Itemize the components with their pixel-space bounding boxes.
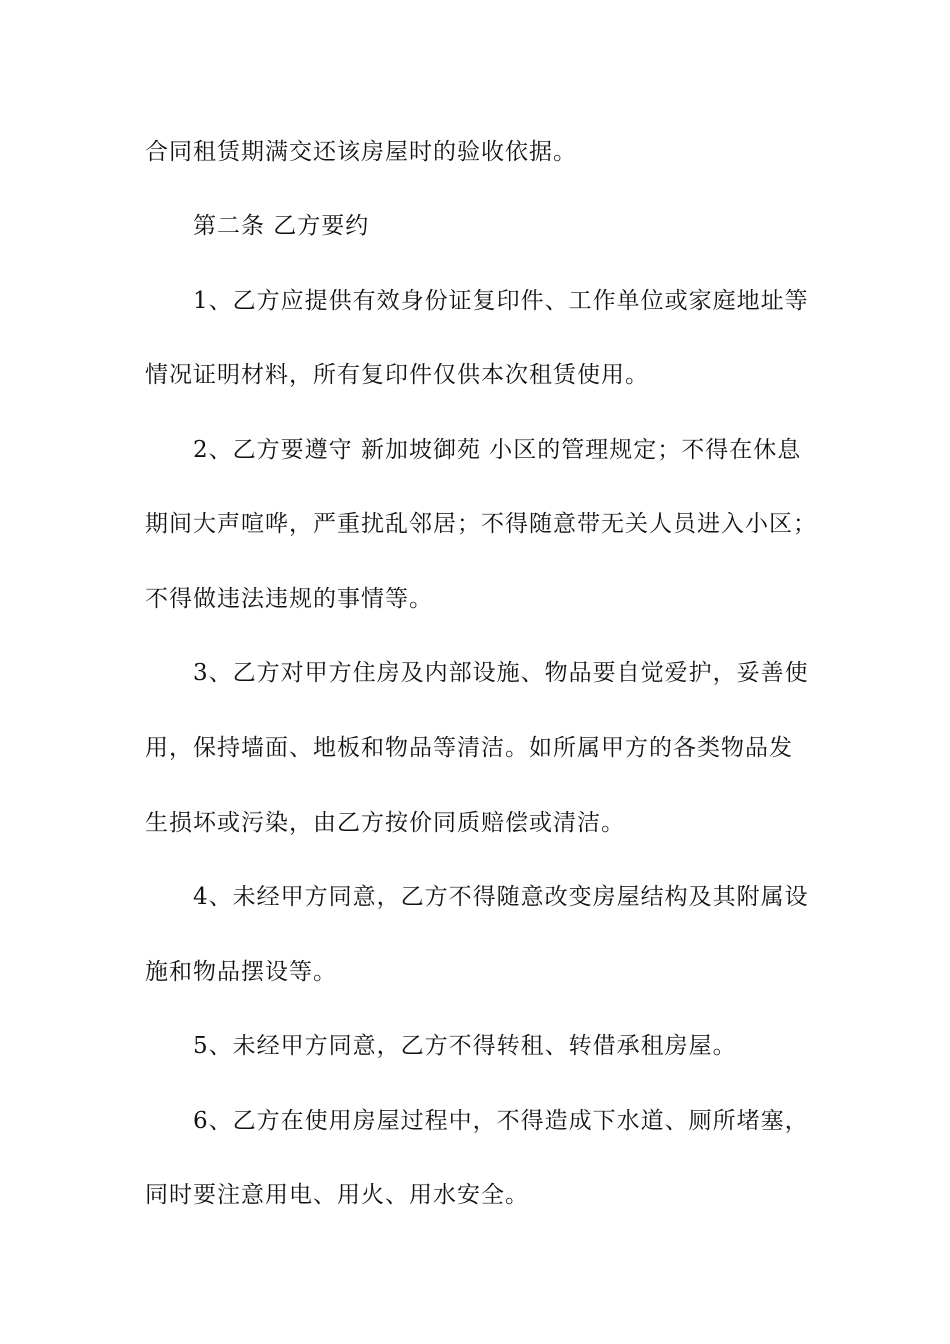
clause-5-line-1: 5、未经甲方同意，乙方不得转租、转借承租房屋。 [193, 1033, 737, 1059]
clause-2-line-1: 2、乙方要遵守 新加坡御苑 小区的管理规定；不得在休息 [193, 437, 802, 463]
article-heading: 第二条 乙方要约 [193, 213, 370, 239]
clause-2-line-3: 不得做违法违规的事情等。 [145, 586, 433, 612]
clause-4-line-2: 施和物品摆设等。 [145, 959, 337, 985]
clause-3-line-1: 3、乙方对甲方住房及内部设施、物品要自觉爱护，妥善使 [193, 660, 809, 686]
clause-1-line-1: 1、乙方应提供有效身份证复印件、工作单位或家庭地址等 [193, 288, 809, 314]
clause-3-line-2: 用，保持墙面、地板和物品等清洁。如所属甲方的各类物品发 [145, 735, 793, 761]
clause-6-line-1: 6、乙方在使用房屋过程中，不得造成下水道、厕所堵塞， [193, 1108, 809, 1134]
clause-4-line-1: 4、未经甲方同意，乙方不得随意改变房屋结构及其附属设 [193, 884, 809, 910]
clause-1-line-2: 情况证明材料，所有复印件仅供本次租赁使用。 [145, 362, 649, 388]
clause-6-line-2: 同时要注意用电、用火、用水安全。 [145, 1182, 529, 1208]
text-line-continuation: 合同租赁期满交还该房屋时的验收依据。 [145, 139, 577, 165]
clause-3-line-3: 生损坏或污染，由乙方按价同质赔偿或清洁。 [145, 810, 625, 836]
clause-2-line-2: 期间大声喧哗，严重扰乱邻居；不得随意带无关人员进入小区； [145, 511, 817, 537]
